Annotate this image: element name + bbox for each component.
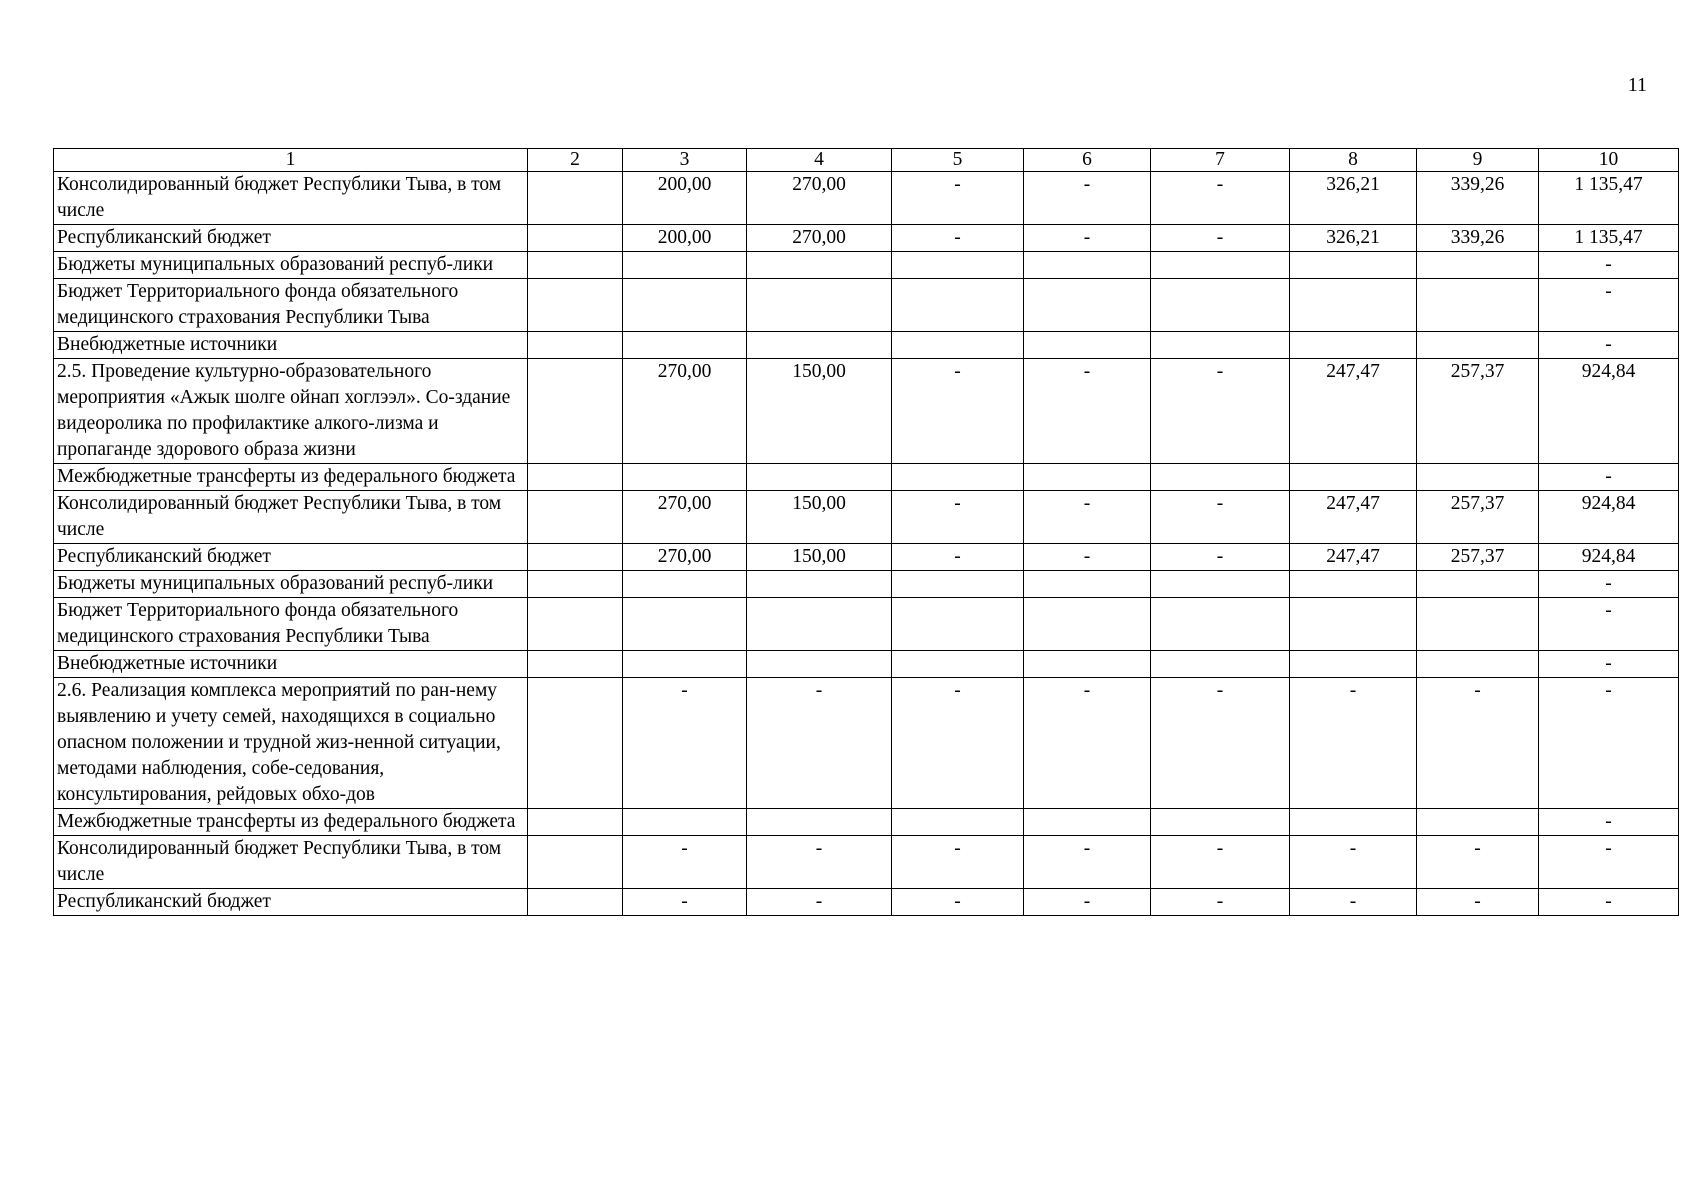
table-cell: 270,00 [747, 172, 892, 225]
table-cell: - [1151, 889, 1290, 916]
table-cell [1417, 279, 1539, 332]
column-number: 6 [1024, 149, 1151, 172]
table-row [54, 491, 1679, 544]
table-cell [623, 598, 747, 651]
table-cell: 200,00 [623, 225, 747, 252]
table-cell [528, 809, 623, 836]
table-cell [623, 252, 747, 279]
table-cell [1151, 464, 1290, 491]
table-cell [528, 359, 623, 464]
table-cell: - [623, 889, 747, 916]
column-number: 9 [1417, 149, 1539, 172]
table-row [54, 279, 1679, 332]
table-cell: 257,37 [1417, 544, 1539, 571]
table-cell [1024, 598, 1151, 651]
table-cell: 326,21 [1290, 225, 1417, 252]
table-cell: - [892, 359, 1024, 464]
table-cell [1024, 252, 1151, 279]
table-cell [1290, 279, 1417, 332]
table-cell: - [1151, 359, 1290, 464]
table-cell: - [1290, 889, 1417, 916]
table-cell [1417, 252, 1539, 279]
table-cell: 326,21 [1290, 172, 1417, 225]
table-cell [747, 252, 892, 279]
table-cell: - [1539, 889, 1679, 916]
table-cell: 257,37 [1417, 491, 1539, 544]
column-number: 4 [747, 149, 892, 172]
table-cell [1151, 651, 1290, 678]
table-cell [892, 279, 1024, 332]
row-label: Межбюджетные трансферты из федерального бюджета [54, 464, 528, 491]
table-cell: - [747, 678, 892, 809]
table-cell [528, 464, 623, 491]
column-number: 1 [54, 149, 528, 172]
table-cell: - [892, 678, 1024, 809]
table-cell: - [1417, 678, 1539, 809]
table-cell [1151, 252, 1290, 279]
table-cell: 924,84 [1539, 359, 1679, 464]
table-cell [1151, 598, 1290, 651]
table-cell [747, 598, 892, 651]
table-cell [623, 464, 747, 491]
table-cell: - [892, 225, 1024, 252]
table-cell: - [1024, 678, 1151, 809]
column-number: 8 [1290, 149, 1417, 172]
row-label: Внебюджетные источники [54, 651, 528, 678]
row-label: Бюджеты муниципальных образований респуб-лики [54, 571, 528, 598]
table-cell [528, 889, 623, 916]
table-cell [892, 809, 1024, 836]
table-row [54, 651, 1679, 678]
table-cell: - [1539, 252, 1679, 279]
table-cell: 150,00 [747, 359, 892, 464]
table-cell: 247,47 [1290, 491, 1417, 544]
table-cell: - [892, 889, 1024, 916]
table-cell: - [1151, 678, 1290, 809]
table-cell: - [1539, 809, 1679, 836]
table-cell [747, 332, 892, 359]
table-row [54, 464, 1679, 491]
table-cell: 247,47 [1290, 359, 1417, 464]
table-cell: - [1151, 491, 1290, 544]
table-cell [892, 252, 1024, 279]
table-cell [1417, 651, 1539, 678]
table-row [54, 678, 1679, 809]
row-label: Бюджет Территориального фонда обязательного медицинского страхования Республики Тыва [54, 598, 528, 651]
table-cell [1151, 279, 1290, 332]
table-cell [747, 464, 892, 491]
row-label: 2.6. Реализация комплекса мероприятий по ран-нему выявлению и учету семей, находящихся в социально опасном положении и трудной жиз-ненной ситуации, методами наблюдения, собе-седования, консультирования, рейдовых обхо-дов [54, 678, 528, 809]
table-cell [623, 809, 747, 836]
row-label: Бюджеты муниципальных образований респуб-лики [54, 252, 528, 279]
table-cell: 270,00 [623, 544, 747, 571]
table-cell: - [1539, 332, 1679, 359]
table-cell: 924,84 [1539, 544, 1679, 571]
row-label: Консолидированный бюджет Республики Тыва, в том числе [54, 491, 528, 544]
row-label: Бюджет Территориального фонда обязательного медицинского страхования Республики Тыва [54, 279, 528, 332]
table-cell: 924,84 [1539, 491, 1679, 544]
table-cell: 257,37 [1417, 359, 1539, 464]
table-cell [1417, 464, 1539, 491]
row-label: Консолидированный бюджет Республики Тыва, в том числе [54, 836, 528, 889]
table-cell: - [1290, 836, 1417, 889]
table-cell: - [1539, 836, 1679, 889]
table-cell: - [892, 172, 1024, 225]
table-cell [892, 571, 1024, 598]
column-number: 3 [623, 149, 747, 172]
table-cell: - [1290, 678, 1417, 809]
table-cell: 339,26 [1417, 225, 1539, 252]
table-cell [1290, 598, 1417, 651]
row-label: Консолидированный бюджет Республики Тыва, в том числе [54, 172, 528, 225]
column-number: 7 [1151, 149, 1290, 172]
table-cell [528, 598, 623, 651]
table-cell [1290, 464, 1417, 491]
table-cell [1290, 252, 1417, 279]
table-cell [1151, 332, 1290, 359]
table-cell: 247,47 [1290, 544, 1417, 571]
table-cell [528, 491, 623, 544]
table-cell [1417, 332, 1539, 359]
table-cell: 270,00 [747, 225, 892, 252]
table-cell: - [1417, 836, 1539, 889]
column-number: 10 [1539, 149, 1679, 172]
table-cell [1024, 651, 1151, 678]
column-number-row [54, 149, 1679, 172]
table-cell: - [747, 889, 892, 916]
table-cell [1151, 809, 1290, 836]
table-cell: - [1539, 651, 1679, 678]
table-cell [747, 571, 892, 598]
table-cell [1417, 598, 1539, 651]
table-cell: - [1539, 464, 1679, 491]
row-label: Межбюджетные трансферты из федерального бюджета [54, 809, 528, 836]
table-cell [623, 279, 747, 332]
table-cell [1024, 571, 1151, 598]
table-cell: 339,26 [1417, 172, 1539, 225]
table-cell: - [1024, 889, 1151, 916]
table-cell: - [1539, 598, 1679, 651]
table-row [54, 359, 1679, 464]
page-number: 11 [1627, 74, 1647, 96]
table-cell [528, 332, 623, 359]
table-cell [528, 571, 623, 598]
table-cell: - [1151, 225, 1290, 252]
table-cell [1024, 809, 1151, 836]
table-cell [892, 651, 1024, 678]
table-row [54, 332, 1679, 359]
table-cell [623, 571, 747, 598]
row-label: Республиканский бюджет [54, 889, 528, 916]
table-cell [747, 651, 892, 678]
table-cell: - [1539, 678, 1679, 809]
table-cell [528, 544, 623, 571]
table-cell: - [892, 836, 1024, 889]
table-row [54, 836, 1679, 889]
table-cell [528, 836, 623, 889]
table-row [54, 889, 1679, 916]
row-label: Республиканский бюджет [54, 544, 528, 571]
table-cell: - [1539, 279, 1679, 332]
column-number: 5 [892, 149, 1024, 172]
table-cell [528, 651, 623, 678]
table-cell: - [1024, 836, 1151, 889]
table-row [54, 172, 1679, 225]
table-cell: - [1151, 172, 1290, 225]
table-cell [623, 651, 747, 678]
row-label: 2.5. Проведение культурно-образовательного мероприятия «Ажык шолге ойнап хоглээл». Со-здание видеоролика по профилактике алкого-лизма и пропаганде здорового образа жизни [54, 359, 528, 464]
table-cell [1024, 464, 1151, 491]
table-cell: - [1024, 491, 1151, 544]
table-cell: - [892, 544, 1024, 571]
table-cell [1290, 571, 1417, 598]
row-label: Республиканский бюджет [54, 225, 528, 252]
table-cell: 150,00 [747, 544, 892, 571]
table-cell: 270,00 [623, 359, 747, 464]
table-cell [1024, 332, 1151, 359]
table-cell: - [1417, 889, 1539, 916]
table-cell [892, 464, 1024, 491]
table-cell: - [623, 836, 747, 889]
table-cell [1290, 332, 1417, 359]
table-row [54, 225, 1679, 252]
table-cell: 200,00 [623, 172, 747, 225]
table-cell: - [1024, 359, 1151, 464]
table-cell: - [1024, 544, 1151, 571]
table-row [54, 544, 1679, 571]
table-cell [528, 279, 623, 332]
table-cell: - [1024, 172, 1151, 225]
table-cell [747, 279, 892, 332]
table-cell: - [1151, 544, 1290, 571]
budget-table [53, 148, 1679, 916]
table-cell: - [1539, 571, 1679, 598]
table-row [54, 598, 1679, 651]
table-cell [528, 252, 623, 279]
table-row [54, 252, 1679, 279]
table-cell [1290, 651, 1417, 678]
table-cell [528, 225, 623, 252]
table-cell [1151, 571, 1290, 598]
table-cell: 270,00 [623, 491, 747, 544]
column-number: 2 [528, 149, 623, 172]
table-cell [623, 332, 747, 359]
table-cell [892, 332, 1024, 359]
table-cell: - [747, 836, 892, 889]
table-cell [747, 809, 892, 836]
table-cell [1024, 279, 1151, 332]
table-cell: 1 135,47 [1539, 172, 1679, 225]
table-cell: - [623, 678, 747, 809]
table-cell [528, 678, 623, 809]
table-cell: - [1024, 225, 1151, 252]
table-cell: - [1151, 836, 1290, 889]
table-cell [1417, 809, 1539, 836]
table-cell: 1 135,47 [1539, 225, 1679, 252]
table-cell [528, 172, 623, 225]
table-row [54, 571, 1679, 598]
table-cell [1290, 809, 1417, 836]
row-label: Внебюджетные источники [54, 332, 528, 359]
table-cell: - [892, 491, 1024, 544]
table-cell: 150,00 [747, 491, 892, 544]
table-row [54, 809, 1679, 836]
table-cell [1417, 571, 1539, 598]
table-cell [892, 598, 1024, 651]
